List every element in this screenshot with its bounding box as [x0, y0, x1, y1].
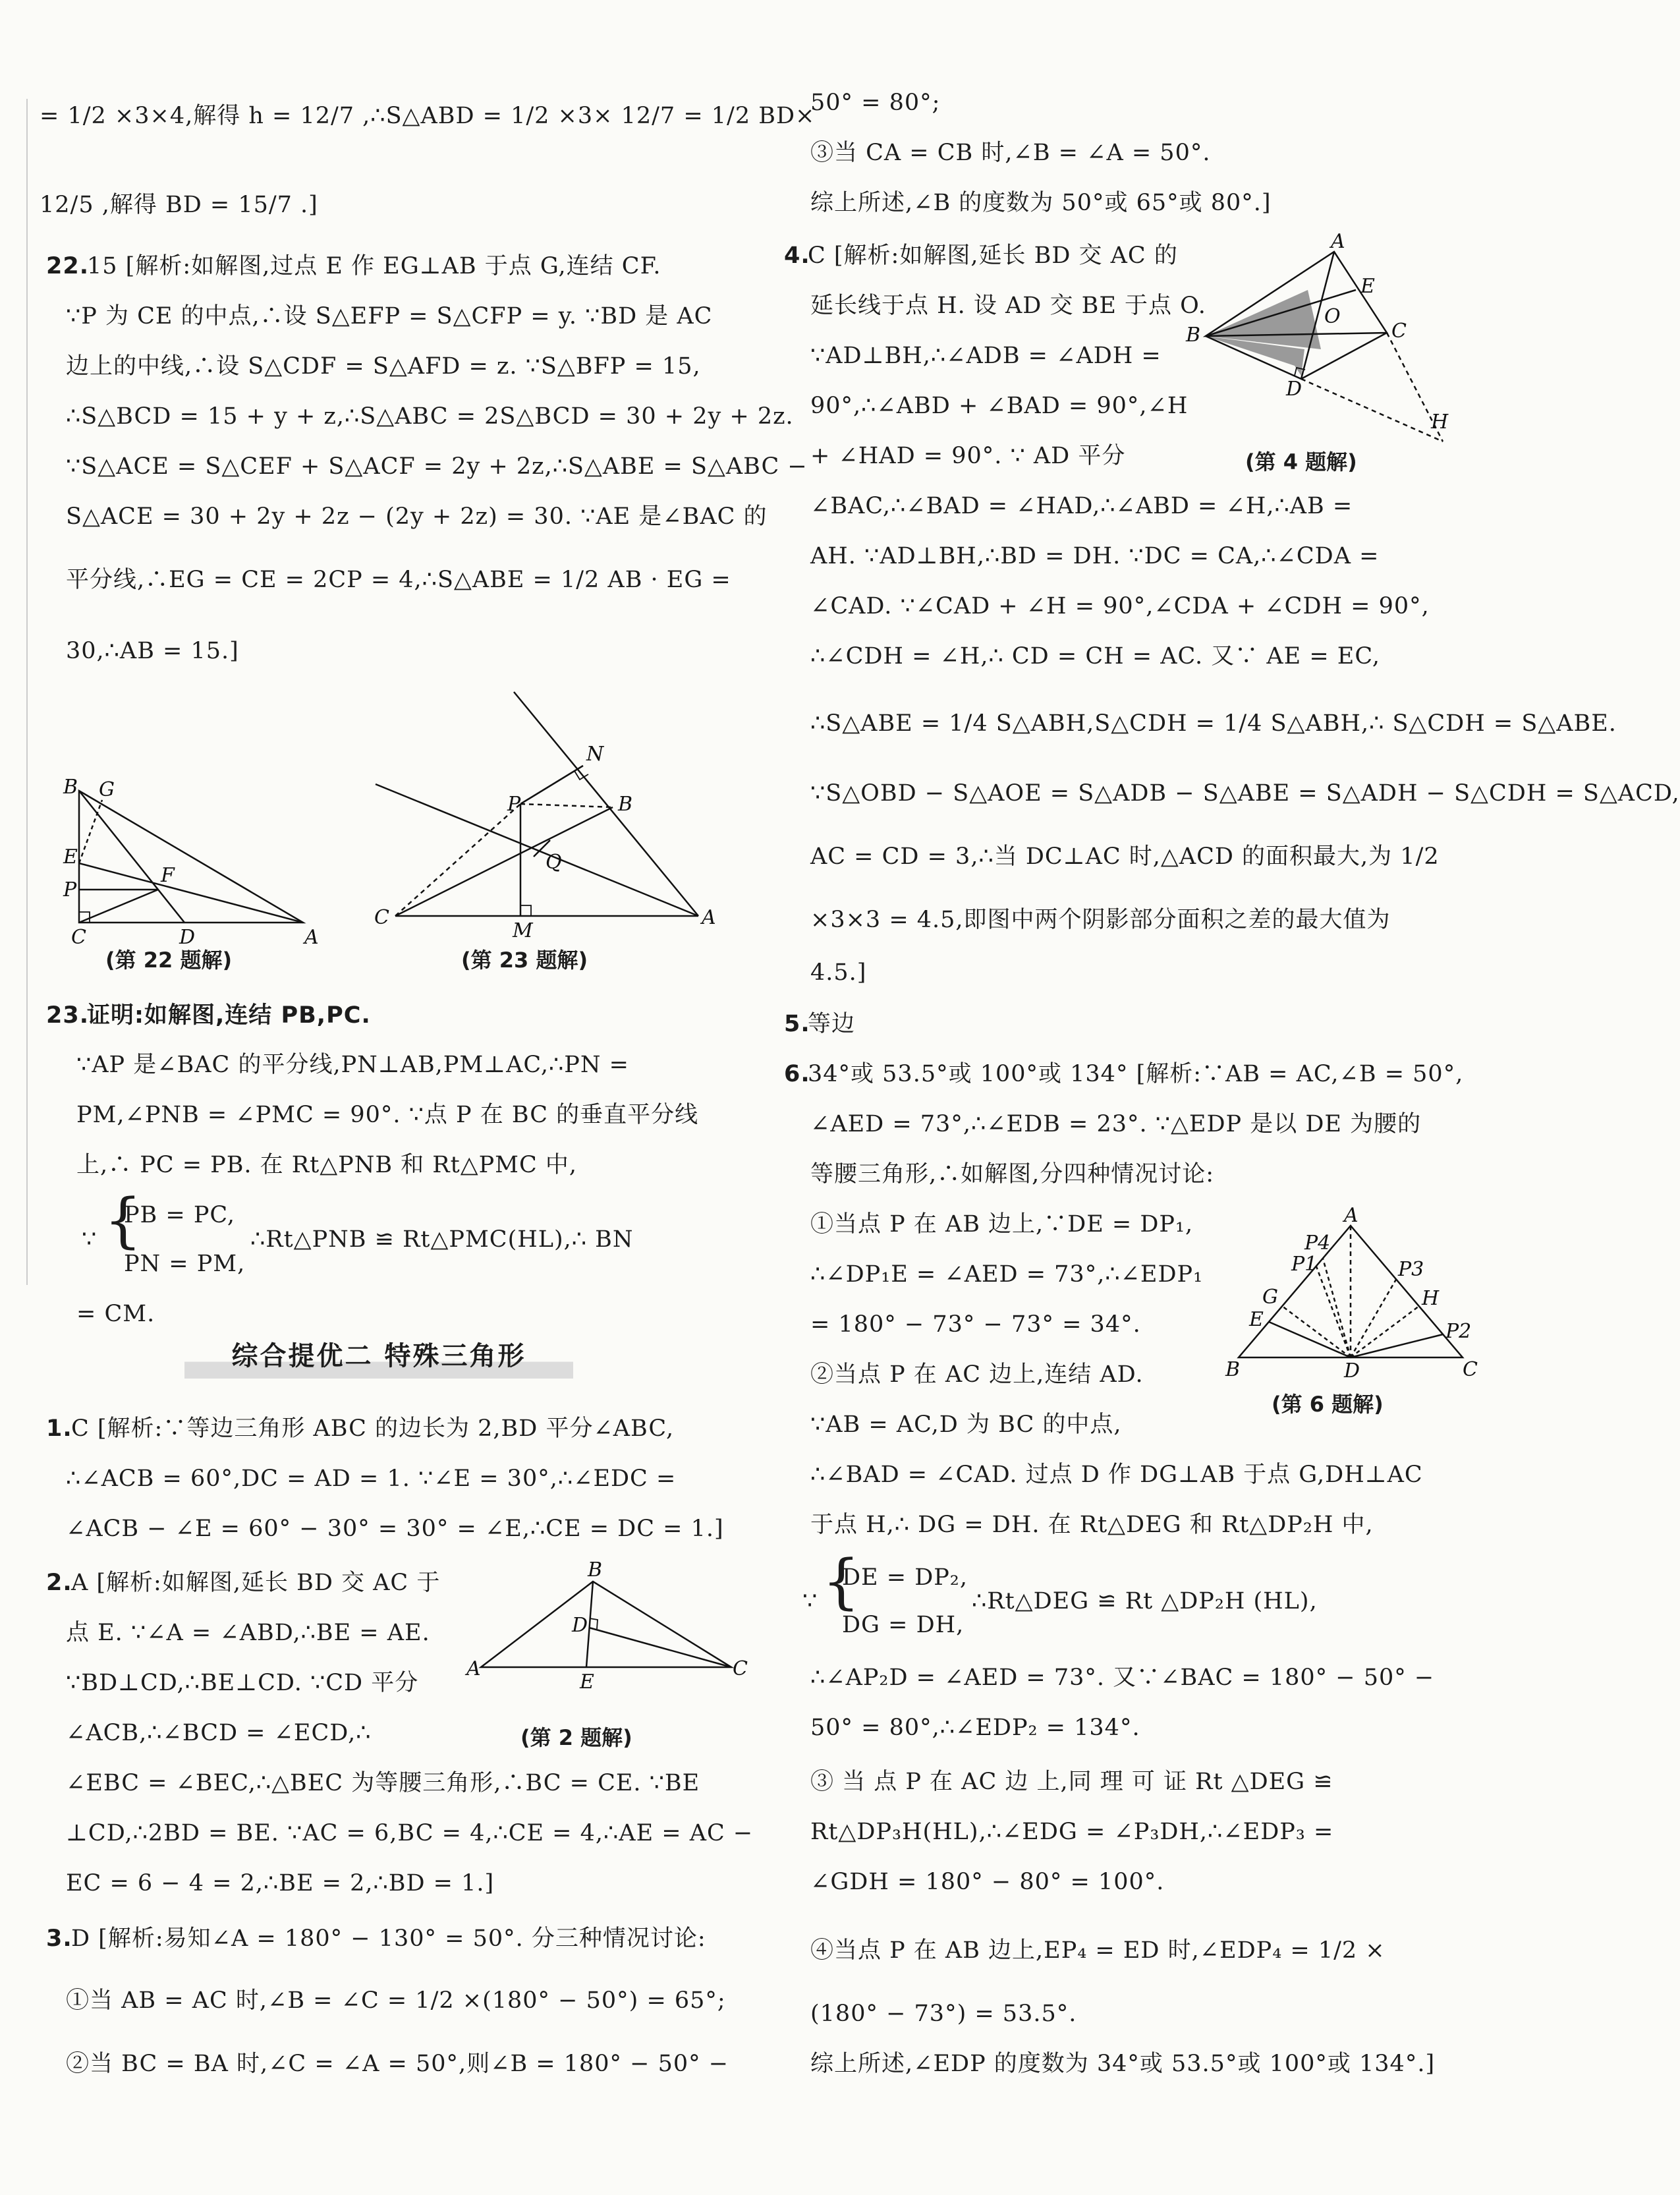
text-line: ③当 CA = CB 时,∠B = ∠A = 50°.	[810, 140, 1211, 166]
text-line: = 180° − 73° − 73° = 34°.	[810, 1311, 1141, 1338]
text-line: ∵AB = AC,D 为 BC 的中点,	[810, 1411, 1122, 1438]
fig23-label: B	[618, 793, 633, 816]
text-line: = CM.	[76, 1301, 155, 1327]
fig6-label: P3	[1398, 1258, 1424, 1281]
text-line: ∵S△ACE = S△CEF + S△ACF = 2y + 2z,∴S△ABE = S△ABC −	[66, 453, 808, 480]
fig23-right-angle	[574, 771, 588, 780]
text-line: Rt△DP₃H(HL),∴∠EDG = ∠P₃DH,∴∠EDP₃ =	[810, 1819, 1334, 1845]
fig22-label: F	[161, 864, 175, 887]
page-margin-line	[26, 99, 28, 1285]
fig4-label: O	[1324, 305, 1341, 328]
fig23-line-pc	[395, 804, 520, 916]
text-line: C [解析:∵等边三角形 ABC 的边长为 2,BD 平分∠ABC,	[71, 1415, 675, 1442]
fig6-line-dp4	[1323, 1259, 1351, 1357]
text-line: + ∠HAD = 90°. ∵ AD 平分	[810, 443, 1126, 469]
text-line: ∵AD⊥BH,∴∠ADB = ∠ADH =	[810, 343, 1162, 369]
caption-fig4: (第 4 题解)	[1245, 449, 1357, 474]
text-line: EC = 6 − 4 = 2,∴BE = 2,∴BD = 1.]	[66, 1870, 495, 1896]
fig23-label: Q	[546, 851, 562, 874]
text-line: 34°或 53.5°或 100°或 134° [解析:∵AB = AC,∠B = 50°,	[808, 1061, 1464, 1087]
section-title: 综合提优二 特殊三角形	[184, 1336, 573, 1379]
text-line: 延长线于点 H. 设 AD 交 BE 于点 O.	[810, 293, 1206, 319]
text-line: ∵P 为 CE 的中点,∴设 S△EFP = S△CFP = y. ∵BD 是 AC	[66, 303, 713, 329]
figure-6	[1212, 1204, 1489, 1384]
fig6-label: P4	[1304, 1232, 1331, 1255]
text-line: ∵S△OBD − S△AOE = S△ADB − S△ABE = S△ADH − S△CDH = S△ACD,	[810, 780, 1680, 807]
fig23-label: M	[513, 919, 533, 942]
fig22-label: C	[71, 926, 86, 949]
text-line: AC = CD = 3,∴当 DC⊥AC 时,△ACD 的面积最大,为 1/2	[810, 843, 1440, 870]
text-line: ④当点 P 在 AB 边上,EP₄ = ED 时,∠EDP₄ = 1/2 ×	[810, 1937, 1386, 1964]
fig4-label: A	[1331, 230, 1345, 253]
fig6-label: E	[1249, 1308, 1264, 1331]
fig22-label: G	[99, 778, 115, 801]
text-line: ∠ACB − ∠E = 60° − 30° = 30° = ∠E,∴CE = DC = 1.]	[66, 1516, 724, 1542]
fig6-label: C	[1463, 1358, 1478, 1381]
fig4-label: B	[1186, 324, 1201, 347]
question-number-2: 2.	[46, 1570, 72, 1596]
fig23-line-pn	[520, 766, 583, 804]
text-line: 90°,∴∠ABD + ∠BAD = 90°,∠H	[810, 393, 1189, 419]
fig6-line-dp2	[1351, 1334, 1443, 1357]
text-line: ∠EBC = ∠BEC,∴△BEC 为等腰三角形,∴BC = CE. ∵BE	[66, 1770, 700, 1796]
question-number-3: 3.	[46, 1925, 72, 1952]
fig23-right-angle	[520, 905, 531, 916]
text-line: ×3×3 = 4.5,即图中两个阴影部分面积之差的最大值为	[810, 907, 1391, 933]
fig22-line-bd	[79, 791, 184, 923]
text-line: ∴S△ABE = 1/4 S△ABH,S△CDH = 1/4 S△ABH,∴ S△CDH = S△ABE.	[810, 710, 1617, 737]
text-line: 综上所述,∠EDP 的度数为 34°或 53.5°或 100°或 134°.]	[810, 2051, 1436, 2077]
fig22-label: E	[63, 845, 78, 869]
fig6-line-dp3	[1351, 1278, 1397, 1357]
text-line: ∠AED = 73°,∴∠EDB = 23°. ∵△EDP 是以 DE 为腰的	[810, 1111, 1422, 1137]
brace: {	[104, 1186, 142, 1255]
question-number-22: 22.	[46, 253, 90, 279]
text-line: ∠CAD. ∵∠CAD + ∠H = 90°,∠CDA + ∠CDH = 90°,	[810, 593, 1430, 619]
question-number-23: 23.	[46, 1002, 90, 1029]
caption-fig6: (第 6 题解)	[1272, 1392, 1384, 1417]
text-line: DE = DP₂,	[842, 1564, 968, 1591]
text-line: ∠ACB,∴∠BCD = ∠ECD,∴	[66, 1720, 372, 1746]
text-line: D [解析:易知∠A = 180° − 130° = 50°. 分三种情况讨论:	[71, 1925, 706, 1952]
fig23-label: P	[507, 793, 521, 816]
fig22-line-ea	[79, 863, 303, 923]
fig22-label: B	[63, 776, 78, 799]
figure-4	[1186, 230, 1489, 435]
text-line: ⊥CD,∴2BD = BE. ∵AC = 6,BC = 4,∴CE = 4,∴AE = AC −	[66, 1820, 754, 1846]
text-line: (180° − 73°) = 53.5°.	[810, 2001, 1077, 2027]
text-line: 平分线,∴EG = CE = 2CP = 4,∴S△ABE = 1/2 AB · EG =	[66, 567, 731, 593]
text-line: 上,∴ PC = PB. 在 Rt△PNB 和 Rt△PMC 中,	[76, 1152, 578, 1178]
text-line: ③ 当 点 P 在 AC 边 上,同 理 可 证 Rt △DEG ≌	[810, 1769, 1333, 1795]
question-number-6: 6.	[784, 1061, 810, 1087]
text-line: 50° = 80°,∴∠EDP₂ = 134°.	[810, 1715, 1140, 1741]
text-line: ∠GDH = 180° − 80° = 100°.	[810, 1869, 1165, 1895]
text-line: = 1/2 ×3×4,解得 h = 12/7 ,∴S△ABD = 1/2 ×3× 12/7 = 1/2 BD×	[40, 103, 816, 129]
fig22-label: D	[179, 926, 196, 949]
text-line: PB = PC,	[124, 1202, 236, 1228]
fig6-label: A	[1344, 1204, 1358, 1227]
fig2-line-dc	[589, 1628, 731, 1667]
fig22-triangle-abc	[79, 791, 303, 923]
question-number-4: 4.	[784, 242, 810, 269]
text-line: ∴∠CDH = ∠H,∴ CD = CH = AC. 又∵ AE = EC,	[810, 643, 1380, 670]
fig2-label: D	[572, 1614, 588, 1637]
caption-fig22: (第 22 题解)	[105, 948, 233, 973]
brace: {	[822, 1547, 860, 1616]
caption-fig2: (第 2 题解)	[520, 1725, 632, 1750]
text-line: ∴S△BCD = 15 + y + z,∴S△ABC = 2S△BCD = 30 + 2y + 2z.	[66, 403, 794, 430]
figure-2	[461, 1558, 748, 1694]
text-line: ∴∠DP₁E = ∠AED = 73°,∴∠EDP₁	[810, 1261, 1204, 1288]
fig4-label: C	[1391, 320, 1407, 343]
text-line: ∴Rt△DEG ≌ Rt △DP₂H (HL),	[972, 1588, 1318, 1614]
text-line: 30,∴AB = 15.]	[66, 638, 239, 664]
fig6-label: P2	[1445, 1320, 1472, 1343]
text-line: 等腰三角形,∴如解图,分四种情况讨论:	[810, 1161, 1215, 1187]
text-line: ∴∠BAD = ∠CAD. 过点 D 作 DG⊥AB 于点 G,DH⊥AC	[810, 1462, 1423, 1488]
text-line: C [解析:如解图,延长 BD 交 AC 的	[808, 242, 1178, 269]
since-symbol: ∵	[802, 1588, 818, 1614]
text-line: PN = PM,	[124, 1251, 246, 1277]
text-line: ∠BAC,∴∠BAD = ∠HAD,∴∠ABD = ∠H,∴AB =	[810, 493, 1353, 519]
text-line: 边上的中线,∴设 S△CDF = S△AFD = z. ∵S△BFP = 15,	[66, 353, 701, 380]
fig22-label: A	[304, 926, 319, 949]
question-number-1: 1.	[46, 1415, 72, 1442]
fig23-line-pa	[376, 784, 698, 916]
since-symbol: ∵	[82, 1226, 98, 1253]
text-line: ∴Rt△PNB ≌ Rt△PMC(HL),∴ BN	[250, 1226, 634, 1253]
text-line: ∵BD⊥CD,∴BE⊥CD. ∵CD 平分	[66, 1670, 419, 1696]
fig23-label: A	[702, 906, 716, 929]
text-line: ①当 AB = AC 时,∠B = ∠C = 1/2 ×(180° − 50°) = 65°;	[66, 1987, 726, 2014]
fig23-line-cb	[395, 807, 613, 916]
fig6-label: D	[1344, 1359, 1360, 1383]
text-line: ∵AP 是∠BAC 的平分线,PN⊥AB,PM⊥AC,∴PN =	[76, 1052, 629, 1078]
fig4-label: D	[1286, 378, 1302, 401]
figure-23	[369, 685, 738, 942]
text-line: 12/5 ,解得 BD = 15/7 .]	[40, 192, 318, 218]
text-line: 点 E. ∵∠A = ∠ABD,∴BE = AE.	[66, 1620, 430, 1646]
fig2-label: E	[580, 1670, 594, 1694]
text-line: 综上所述,∠B 的度数为 50°或 65°或 80°.]	[810, 190, 1272, 216]
text-line: ∴∠AP₂D = ∠AED = 73°. 又∵∠BAC = 180° − 50° −	[810, 1665, 1435, 1691]
text-line: 证明:如解图,连结 PB,PC.	[87, 1002, 371, 1029]
fig23-label: C	[374, 906, 389, 929]
text-line: ∴∠ACB = 60°,DC = AD = 1. ∵∠E = 30°,∴∠EDC =	[66, 1466, 677, 1492]
text-line: 4.5.]	[810, 959, 867, 986]
fig22-line-cf	[79, 890, 158, 923]
text-line: 15 [解析:如解图,过点 E 作 EG⊥AB 于点 G,连结 CF.	[87, 253, 661, 279]
fig4-label: E	[1360, 275, 1375, 298]
question-number-5: 5.	[784, 1011, 810, 1037]
text-line: S△ACE = 30 + 2y + 2z − (2y + 2z) = 30. ∵AE 是∠BAC 的	[66, 503, 768, 530]
text-line: DG = DH,	[842, 1612, 965, 1638]
fig4-line-dh	[1301, 379, 1443, 442]
text-line: AH. ∵AD⊥BH,∴BD = DH. ∵DC = CA,∴∠CDA =	[810, 543, 1380, 569]
fig2-label: A	[466, 1657, 481, 1680]
text-line: ②当 BC = BA 时,∠C = ∠A = 50°,则∠B = 180° − 50° −	[66, 2051, 729, 2077]
figure-22	[53, 771, 356, 949]
fig6-label: P1	[1291, 1253, 1318, 1276]
text-line: 于点 H,∴ DG = DH. 在 Rt△DEG 和 Rt△DP₂H 中,	[810, 1512, 1374, 1538]
fig6-label: H	[1422, 1287, 1440, 1310]
fig6-line-dh	[1351, 1306, 1419, 1357]
fig2-label: C	[733, 1657, 748, 1680]
fig23-line-pb	[520, 804, 613, 807]
fig6-label: G	[1262, 1286, 1278, 1309]
text-line: 等边	[808, 1011, 856, 1037]
fig6-label: B	[1225, 1358, 1241, 1381]
text-line: 50° = 80°;	[810, 90, 941, 116]
caption-fig23: (第 23 题解)	[461, 948, 588, 973]
fig4-label: H	[1431, 411, 1449, 434]
text-line: ②当点 P 在 AC 边上,连结 AD.	[810, 1361, 1144, 1388]
fig22-label: P	[63, 878, 77, 901]
text-line: ①当点 P 在 AB 边上,∵DE = DP₁,	[810, 1211, 1194, 1238]
text-line: A [解析:如解图,延长 BD 交 AC 于	[71, 1570, 441, 1596]
fig22-line-eg	[79, 800, 102, 863]
fig2-label: B	[588, 1558, 603, 1582]
fig2-triangle-abc	[481, 1582, 731, 1667]
text-line: PM,∠PNB = ∠PMC = 90°. ∵点 P 在 BC 的垂直平分线	[76, 1102, 699, 1128]
fig23-label: N	[586, 743, 604, 766]
